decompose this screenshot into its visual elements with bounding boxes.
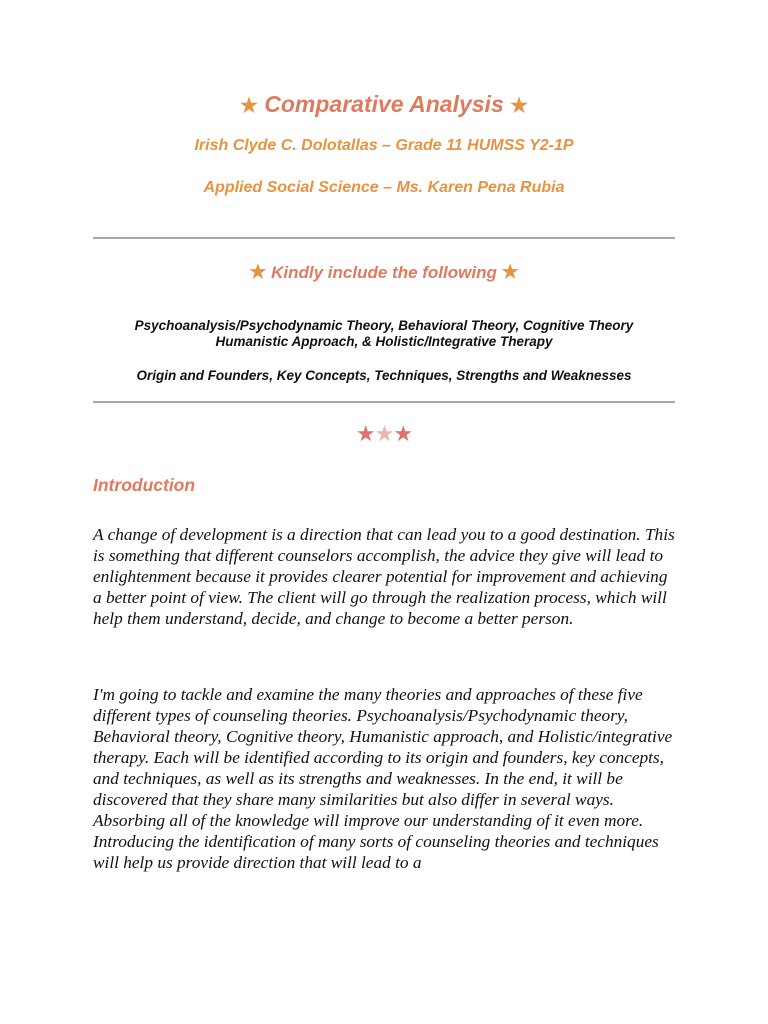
theories-list [83, 318, 685, 350]
star-icon: ★ [239, 95, 258, 117]
star-icon: ★ [501, 262, 519, 283]
theories-line: Humanistic Approach, & Holistic/Integrative Therapy [215, 334, 553, 349]
requirements-heading-text: Kindly include the following [271, 263, 497, 282]
document-title [93, 88, 675, 122]
topics-list: Origin and Founders, Key Concepts, Techniques, Strengths and Weaknesses [136, 368, 632, 383]
theories-line: Psychoanalysis/Psychodynamic Theory, Behavioral Theory, Cognitive Theory [134, 318, 634, 333]
subject-line: Applied Social Science – Ms. Karen Pena Rubia [203, 179, 565, 196]
horizontal-divider [93, 401, 675, 403]
star-icon: ★ [393, 422, 413, 447]
author-line: Irish Clyde C. Dolotallas – Grade 11 HUMSS Y2-1P [194, 137, 574, 154]
introduction-heading: Introduction [93, 475, 196, 495]
introduction-paragraph: A change of development is a direction that can lead you to a good destination. This is something that different counselors accomplish, the advice they give will lead to enlightenment because it provides clearer potential for improvement and achieving a better point of view. The client will go through the realization process, which will help them understand, decide, and change to become a better person. [93, 525, 675, 628]
star-icon: ★ [355, 422, 375, 447]
requirements-heading [93, 260, 675, 286]
star-icon: ★ [374, 422, 394, 447]
star-icon: ★ [249, 262, 267, 283]
star-divider [93, 422, 675, 448]
introduction-paragraph: I'm going to tackle and examine the many theories and approaches of these five different types of counseling theories. Psychoanalysis/Psychodynamic theory, Behavioral theory, Cognitive theory, Humanistic approach, and Holistic/integrative therapy. Each will be identified according to its origin and founders, key concepts, and techniques, as well as its strengths and weaknesses. In the end, it will be discovered that they share many similarities but also differ in several ways. Absorbing all of the knowledge will improve our understanding of it even more. Introducing the identification of many sorts of counseling theories and techniques will help us provide direction that will lead to a [93, 685, 673, 872]
horizontal-divider [93, 237, 675, 239]
title-text: Comparative Analysis [264, 91, 504, 117]
star-icon: ★ [510, 95, 529, 117]
